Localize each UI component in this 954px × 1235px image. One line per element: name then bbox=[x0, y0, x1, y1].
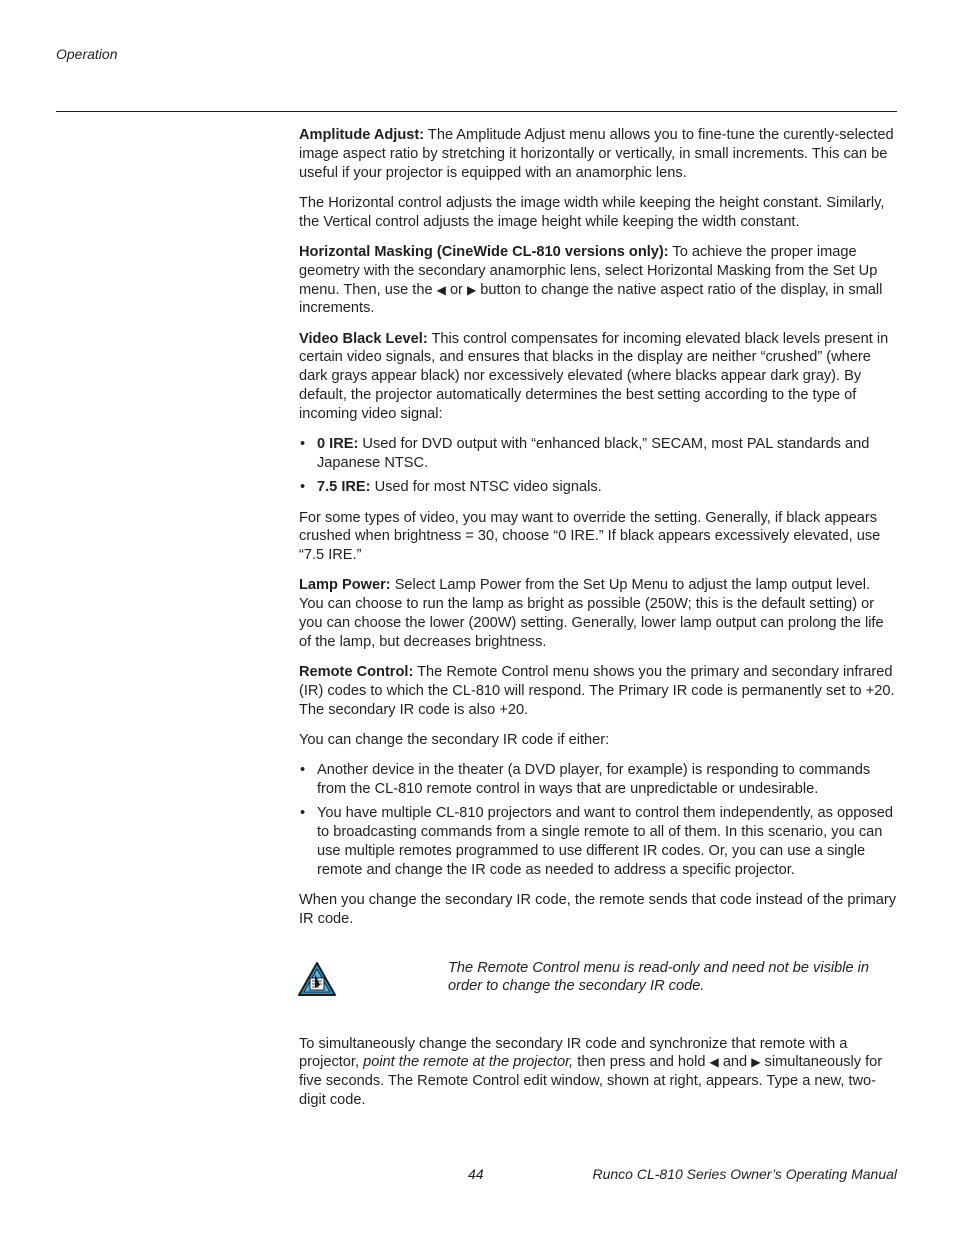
video-black-override-paragraph: For some types of video, you may want to override the setting. Generally, if black appears crushed when brightness = 30, choose “0 IRE.” If black appears excessively elevated, use “7.5 IRE.” bbox=[299, 509, 881, 564]
right-arrow-icon: ▶ bbox=[751, 1055, 761, 1070]
list-item: • 0 IRE: Used for DVD output with “enhanced black,” SECAM, most PAL standards and Japanese NTSC. bbox=[299, 435, 897, 473]
running-header: Operation bbox=[56, 46, 118, 62]
list-item: • 7.5 IRE: Used for most NTSC video signals. bbox=[299, 478, 897, 497]
right-arrow-icon: ▶ bbox=[466, 282, 477, 297]
page-number: 44 bbox=[468, 1166, 484, 1182]
amplitude-paragraph-2: The Horizontal control adjusts the image width while keeping the height constant. Similarly, the Vertical control adjusts the image height while keeping the width constant. bbox=[299, 194, 885, 230]
note-box bbox=[299, 959, 897, 999]
main-content bbox=[299, 126, 897, 1121]
remote-control-paragraph: Remote Control: The Remote Control menu shows you the primary and secondary infrared (IR) codes to which the CL-810 will respond. The Primary IR code is permanently set to +20. The secondary IR code is also +20. bbox=[299, 664, 895, 718]
remote-after-paragraph: When you change the secondary IR code, the remote sends that code instead of the primary IR code. bbox=[299, 892, 897, 927]
amplitude-heading: Amplitude Adjust: bbox=[299, 127, 425, 143]
amplitude-paragraph: Amplitude Adjust: The Amplitude Adjust menu allows you to fine-tune the curently-selected image aspect ratio by stretching it horizontally or vertically, in small increments. This can be useful if your projector is equipped with an anamorphic lens. bbox=[299, 127, 894, 181]
lamp-power-heading: Lamp Power: bbox=[299, 577, 391, 594]
ire-list bbox=[299, 435, 897, 497]
note-icon bbox=[297, 961, 337, 997]
manual-title: Runco CL-810 Series Owner’s Operating Manual bbox=[592, 1166, 897, 1182]
header-rule bbox=[56, 111, 897, 112]
video-black-level-heading: Video Black Level: bbox=[299, 330, 428, 347]
left-arrow-icon: ◀ bbox=[709, 1055, 719, 1070]
list-item: • You have multiple CL-810 projectors and want to control them independently, as opposed to broadcasting commands from a single remote to all of them. In this scenario, you can use multiple remotes programmed to use different IR codes. Or, you can use a single remote and change the IR code as needed to address a specific projector. bbox=[299, 804, 897, 879]
remote-reasons-list bbox=[299, 761, 897, 879]
horizontal-masking-paragraph: Horizontal Masking (CineWide CL-810 versions only): To achieve the proper image geometry with the secondary anamorphic lens, select Horizontal Masking from the Set Up menu. Then, use the ◀ or ▶ button to change the native aspect ratio of the display, in small increments. bbox=[299, 243, 883, 317]
left-arrow-icon: ◀ bbox=[436, 282, 446, 297]
sync-paragraph: To simultaneously change the secondary IR code and synchronize that remote with a projector, point the remote at the projector, then press and hold ◀ and ▶ simultaneously for five seconds. The Remote Control edit window, shown at right, appears. Type a new, two-digit code. bbox=[299, 1035, 883, 1109]
remote-control-heading: Remote Control: bbox=[299, 664, 414, 681]
note-text: The Remote Control menu is read-only and need not be visible in order to change the secondary IR code. bbox=[448, 959, 870, 995]
video-black-level-paragraph: Video Black Level: This control compensates for incoming elevated black levels present in certain video signals, and ensures that blacks in the display are neither “crushed” (where dark grays appear black) nor excessively elevated (where blacks appear dark gray). By default, the projector automatically determines the best setting according to the type of incoming video signal: bbox=[299, 330, 889, 422]
list-item: • Another device in the theater (a DVD player, for example) is responding to commands from the CL-810 remote control in ways that are unpredictable or undesirable. bbox=[299, 761, 897, 799]
horizontal-masking-heading: Horizontal Masking (CineWide CL-810 versions only): bbox=[299, 243, 669, 260]
lamp-power-paragraph: Lamp Power: Select Lamp Power from the Set Up Menu to adjust the lamp output level. You can choose to run the lamp as bright as possible (250W; this is the default setting) or you can choose the lower (200W) setting. Generally, lower lamp output can prolong the life of the lamp, but decreases brightness. bbox=[299, 577, 884, 650]
remote-intro-paragraph: You can change the secondary IR code if either: bbox=[299, 732, 610, 749]
